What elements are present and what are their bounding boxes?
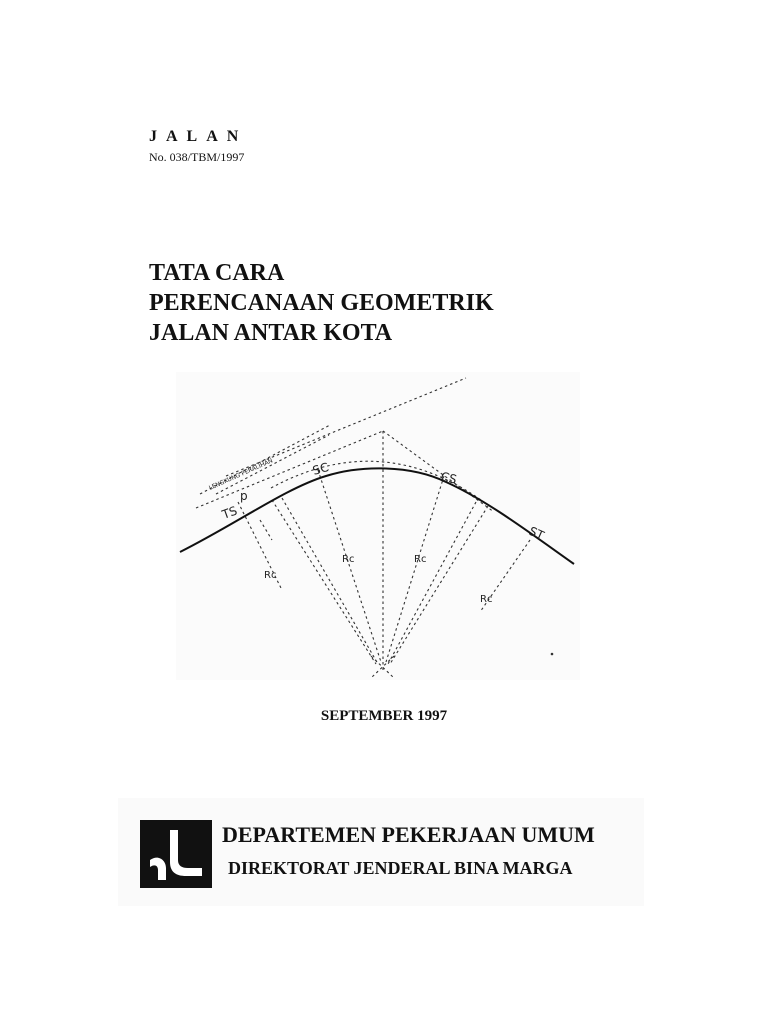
directorate-name: DIREKTORAT JENDERAL BINA MARGA [228,858,573,878]
document-number: No. 038/TBM/1997 [149,150,245,164]
st-label: ST [526,523,547,543]
rc-label-right: Rc [480,594,493,605]
spiral-curve-diagram [176,372,580,680]
cs-label: CS [439,469,459,487]
ministry-logo [140,820,212,888]
rc-label-center-left: Rc [342,554,355,565]
series-title: JALAN [149,128,248,145]
sc-label: SC [310,460,331,478]
p-label: p [240,489,248,503]
title-line-2: PERENCANAAN GEOMETRIK [149,290,494,316]
ministry-name: DEPARTEMEN PEKERJAAN UMUM [222,822,595,847]
rc-label-center-right: Rc [414,554,427,565]
ts-label: TS [220,503,240,522]
title-line-3: JALAN ANTAR KOTA [149,320,393,346]
spiral-note-label: LENGKUNG PERALIHAN [207,457,274,492]
title-line-1: TATA CARA [149,260,285,286]
publication-date: SEPTEMBER 1997 [320,708,448,724]
document-title [149,258,494,348]
rc-label-left: Rc [264,570,277,581]
